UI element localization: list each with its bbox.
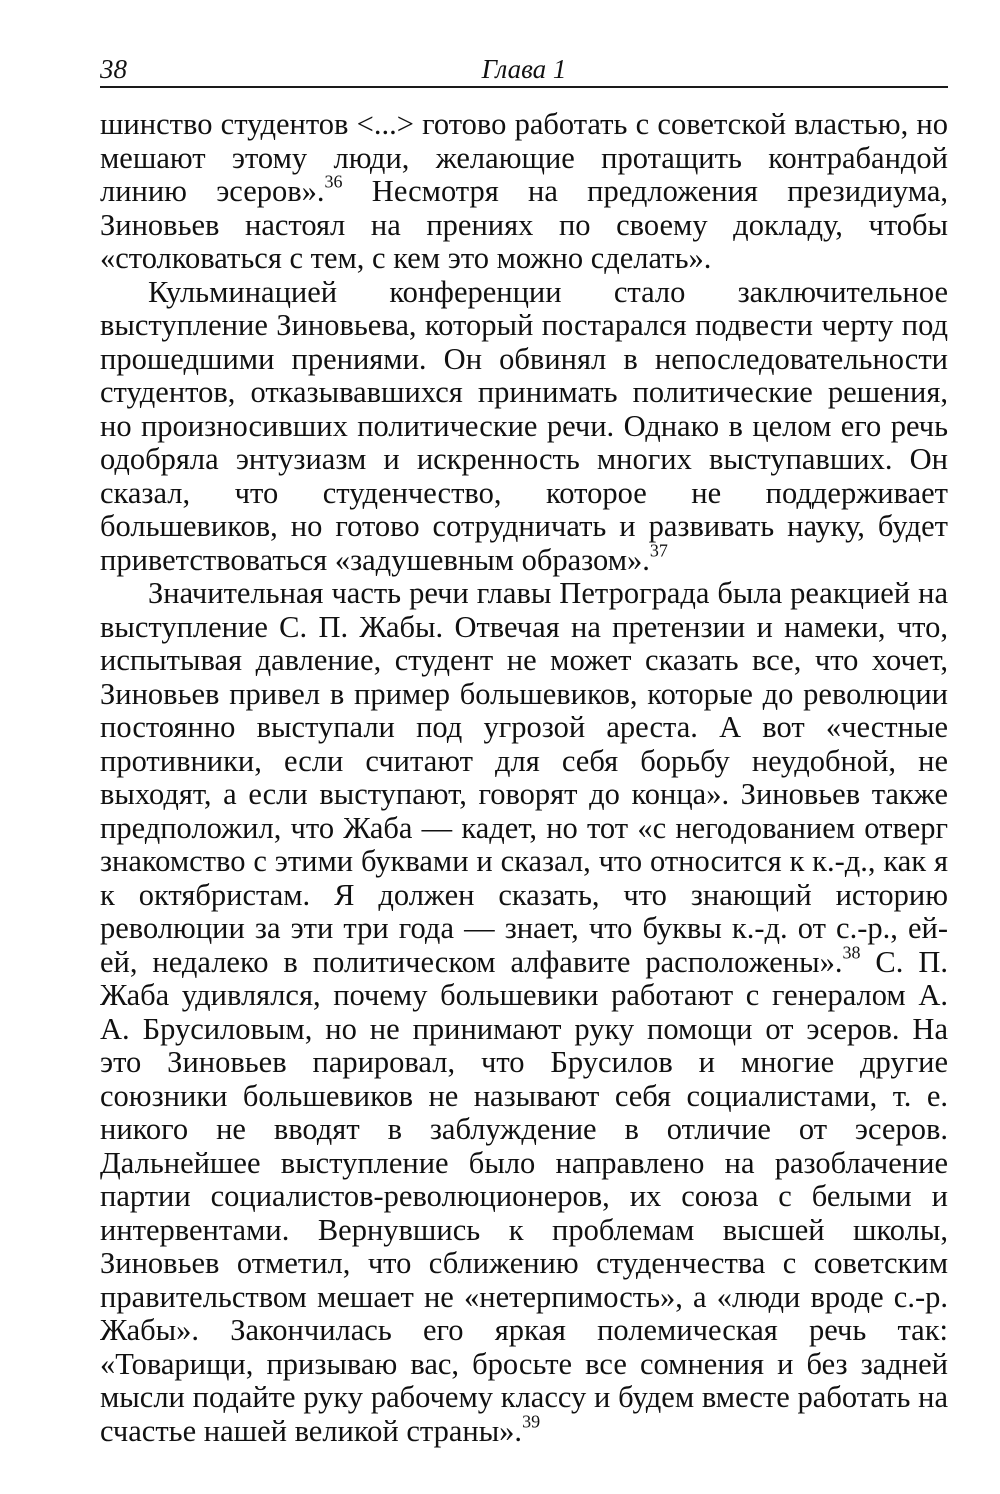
paragraph-text: Несмотря на предложения президиума, Зиновьев настоял на прениях по своему докладу, чтобы «столковаться с тем, с кем это можно сделать». — [100, 174, 948, 275]
paragraph-text: Значительная часть речи главы Петрограда была реакцией на выступление С. П. Жабы. Отвечая на претензии и намеки, что, испытывая давление, студент не может сказать все, что хочет, Зиновьев привел в пример большевиков, которые до революции постоянно выступали под угрозой ареста. А вот «честные противники, если считают для себя борьбу неудобной, не выходят, а если выступают, говорят до конца». Зиновьев также предположил, что Жаба — кадет, но тот «с негодованием отверг знакомство с этими буквами и сказал, что относится к к.-д., как я к октябристам. Я должен сказать, что знающий историю революции за эти три года — знает, что буквы к.-д. от с.-р., ей-ей, недалеко в политическом алфавите расположены». — [100, 576, 948, 979]
body-text — [100, 108, 948, 1448]
footnote-ref-37: 37 — [649, 540, 668, 560]
paragraph-text: С. П. Жаба удивлялся, почему большевики работают с генералом А. А. Брусиловым, но не принимают руку помощи от эсеров. На это Зиновьев парировал, что Брусилов и многие другие союзники большевиков не называют себя социалистами, т. е. никого не вводят в заблуждение в отличие от эсеров. Дальнейшее выступление было направлено на разоблачение партии социалистов-революционеров, их союза с белыми и интервентами. Вернувшись к проблемам высшей школы, Зиновьев отметил, что сближению студенчества с советским правительством мешает не «нетерпимость», а «люди вроде с.-р. Жабы». Закончилась его яркая полемическая речь так: «Товарищи, призываю вас, бросьте все сомнения и без задней мысли подайте руку рабочему классу и будем вместе работать на счастье нашей великой страны». — [100, 944, 948, 1448]
paragraph-1 — [100, 108, 948, 276]
page-header — [100, 48, 948, 88]
chapter-running-head: Глава 1 — [481, 54, 567, 84]
footnote-ref-38: 38 — [842, 942, 861, 962]
paragraph-text: Кульминацией конференции стало заключительное выступление Зиновьева, который постарался подвести черту под прошедшими прениями. Он обвинял в непоследовательности студентов, отказывавшихся принимать политические решения, но произносивших политические речи. Однако в целом его речь одобряла энтузиазм и искренность многих выступавших. Он сказал, что студенчество, которое не поддерживает большевиков, но готово сотрудничать и развивать науку, будет приветствоваться «задушевным образом». — [100, 274, 948, 577]
page-number: 38 — [100, 54, 127, 84]
paragraph-text: шинство студентов <...> готово работать с советской властью, но мешают этому люди, желающие протащить контрабандой линию эсеров». — [100, 107, 948, 208]
paragraph-2 — [100, 276, 948, 578]
footnote-ref-36: 36 — [324, 171, 343, 192]
footnote-ref-39: 39 — [522, 1411, 541, 1431]
paragraph-3 — [100, 577, 948, 1448]
